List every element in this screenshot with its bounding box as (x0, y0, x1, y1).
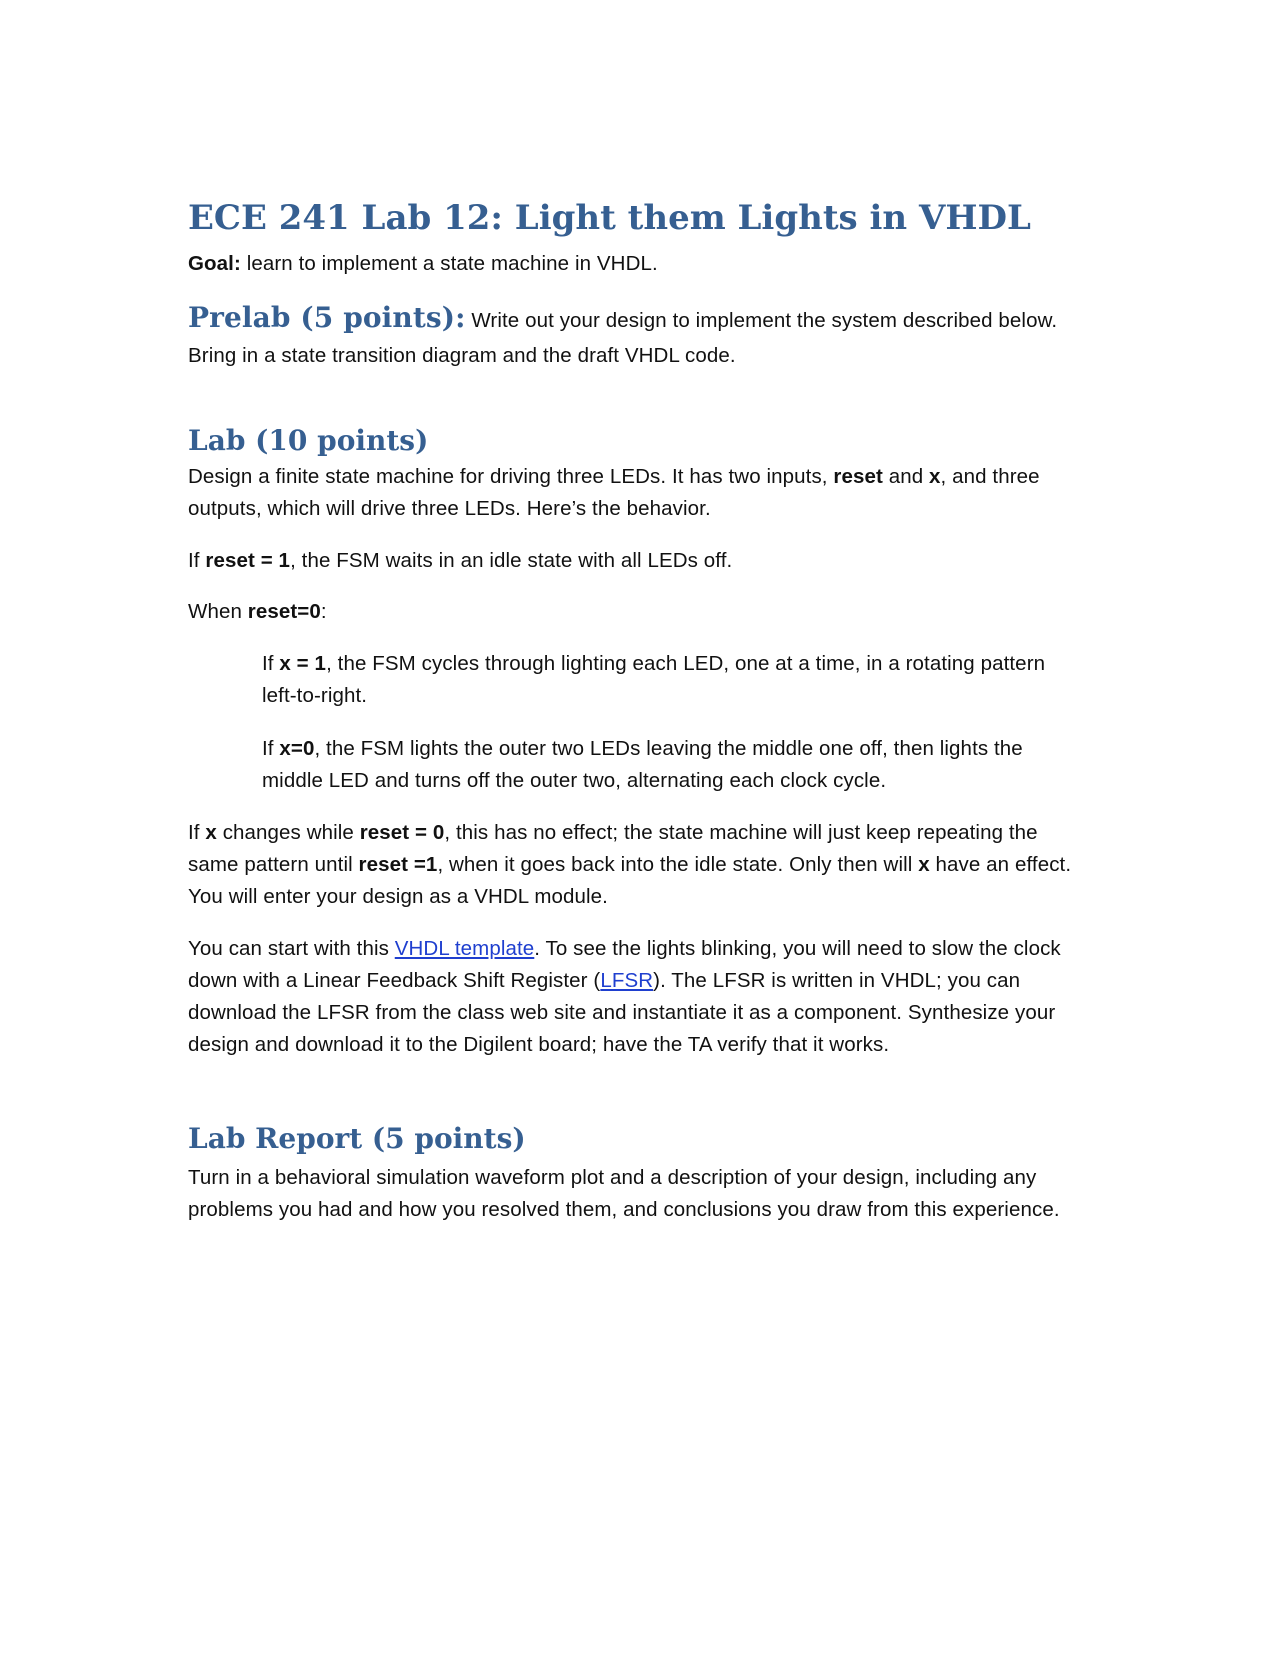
lab-paragraph-6-line-2 (188, 851, 1071, 879)
lab-report-line-2: problems you had and how you resolved them, and conclusions you draw from this experience. (188, 1198, 1060, 1221)
vhdl-template-link[interactable]: VHDL template (394, 937, 535, 960)
lab-report-line-1: Turn in a behavioral simulation waveform plot and a description of your design, including any (188, 1166, 1037, 1189)
lab-paragraph-5-line-1 (262, 735, 1023, 763)
lab-paragraph-2 (188, 547, 732, 575)
text-run: and (882, 465, 930, 488)
text-run: have an effect. (929, 853, 1072, 876)
text-run: ). The LFSR is written in VHDL; you can (653, 969, 1021, 992)
x-term: x = 1 (279, 652, 327, 675)
lab-paragraph-1-line-2: outputs, which will drive three LEDs. Here’s the behavior. (188, 497, 711, 520)
reset-term: reset (833, 465, 883, 488)
text-run: If (188, 549, 206, 572)
lab-paragraph-5-line-2: middle LED and turns off the outer two, alternating each clock cycle. (262, 769, 887, 792)
lab-paragraph-4-line-1 (262, 650, 1045, 678)
x-term: x (929, 465, 941, 488)
text-run: , the FSM waits in an idle state with all LEDs off. (290, 549, 733, 572)
text-run: , the FSM cycles through lighting each LED, one at a time, in a rotating pattern (326, 652, 1046, 675)
prelab-heading: Prelab (5 points): (188, 301, 466, 334)
text-run: If (188, 821, 206, 844)
text-run: , this has no effect; the state machine will just keep repeating the (444, 821, 1038, 844)
lab-heading: Lab (10 points) (188, 424, 429, 457)
text-run: : (320, 600, 327, 623)
lab-paragraph-7-line-3: download the LFSR from the class web site and instantiate it as a component. Synthesize your (188, 1001, 1056, 1024)
reset-term: reset=0 (247, 600, 321, 623)
lab-paragraph-3 (188, 598, 327, 626)
reset-term: reset =1 (358, 853, 438, 876)
text-run: If (262, 737, 280, 760)
lab-report-heading: Lab Report (5 points) (188, 1122, 526, 1155)
prelab-text-1: Write out your design to implement the system described below. (465, 309, 1058, 332)
goal-line (188, 250, 658, 278)
prelab-line-1 (188, 301, 1058, 335)
reset-term: reset = 1 (205, 549, 291, 572)
x-term: x (205, 821, 217, 844)
x-term: x=0 (279, 737, 315, 760)
text-run: . To see the lights blinking, you will need to slow the clock (534, 937, 1061, 960)
text-run: down with a Linear Feedback Shift Register ( (188, 969, 601, 992)
lab-paragraph-6-line-1 (188, 819, 1038, 847)
text-run: Design a finite state machine for driving three LEDs. It has two inputs, (188, 465, 834, 488)
prelab-line-2: Bring in a state transition diagram and the draft VHDL code. (188, 344, 736, 367)
text-run: When (188, 600, 248, 623)
lab-paragraph-7-line-1 (188, 935, 1061, 963)
text-run: , and three (940, 465, 1040, 488)
lab-paragraph-7-line-4: design and download it to the Digilent board; have the TA verify that it works. (188, 1033, 890, 1056)
lab-paragraph-4-line-2: left-to-right. (262, 684, 368, 707)
text-run: , when it goes back into the idle state. Only then will (437, 853, 919, 876)
lab-paragraph-7-line-2 (188, 967, 1020, 995)
lfsr-link[interactable]: LFSR (600, 969, 654, 992)
goal-text: learn to implement a state machine in VHDL. (240, 252, 658, 275)
lab-paragraph-1-line-1 (188, 463, 1040, 491)
lab-paragraph-6-line-3: You will enter your design as a VHDL module. (188, 885, 608, 908)
text-run: , the FSM lights the outer two LEDs leaving the middle one off, then lights the (314, 737, 1023, 760)
text-run: If (262, 652, 280, 675)
x-term: x (918, 853, 930, 876)
reset-term: reset = 0 (359, 821, 445, 844)
page-title: ECE 241 Lab 12: Light them Lights in VHDL (188, 198, 1031, 238)
text-run: You can start with this (188, 937, 395, 960)
goal-label: Goal: (188, 252, 241, 275)
text-run: changes while (216, 821, 360, 844)
text-run: same pattern until (188, 853, 359, 876)
